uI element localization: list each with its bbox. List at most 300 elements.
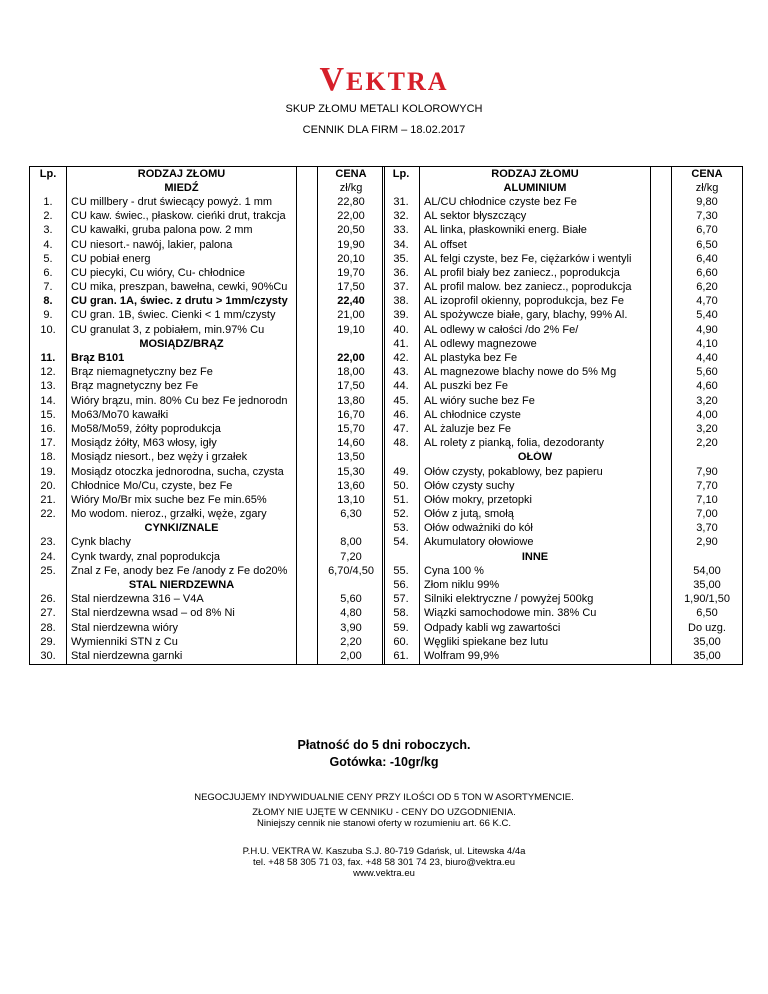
row-name: Mosiądz żółty, M63 włosy, igły — [67, 437, 297, 451]
row-name: AL sektor błyszczący — [420, 210, 651, 224]
row-lp: 1. — [30, 195, 67, 209]
row-lp: 46. — [383, 408, 420, 422]
table-row — [383, 635, 743, 649]
table-row — [30, 508, 385, 522]
row-name: Mosiądz otoczka jednorodna, sucha, czysta — [67, 465, 297, 479]
row-lp: 60. — [383, 635, 420, 649]
column-gap — [651, 224, 672, 238]
row-price: 6,50 — [672, 238, 743, 252]
row-lp: 2. — [30, 210, 67, 224]
table-row — [30, 479, 385, 493]
column-gap — [297, 437, 318, 451]
row-lp: 10. — [30, 323, 67, 337]
row-name: Ołów czysty suchy — [420, 479, 651, 493]
column-gap — [651, 465, 672, 479]
column-gap — [297, 408, 318, 422]
row-price: 13,50 — [318, 451, 385, 465]
row-name: Odpady kabli wg zawartości — [420, 621, 651, 635]
row-price: 19,70 — [318, 266, 385, 280]
column-gap — [297, 465, 318, 479]
row-price: 7,00 — [672, 508, 743, 522]
table-row — [30, 550, 385, 564]
row-lp: 36. — [383, 266, 420, 280]
table-row — [383, 593, 743, 607]
column-gap — [651, 238, 672, 252]
table-row — [383, 210, 743, 224]
table-header-row — [383, 167, 743, 182]
row-lp: 18. — [30, 451, 67, 465]
footer-contact: tel. +48 58 305 71 03, fax. +48 58 301 74 23, biuro@vektra.eu — [252, 857, 516, 868]
table-row — [383, 508, 743, 522]
row-price: 19,10 — [318, 323, 385, 337]
row-name: Brąz niemagnetyczny bez Fe — [67, 366, 297, 380]
table-row — [383, 394, 743, 408]
row-price: 7,20 — [318, 550, 385, 564]
table-row — [30, 224, 385, 238]
column-gap — [297, 451, 318, 465]
row-lp: 23. — [30, 536, 67, 550]
section-row — [30, 522, 385, 536]
logo-rest: EKTRA — [346, 67, 449, 96]
column-gap — [651, 621, 672, 635]
row-price: 4,60 — [672, 380, 743, 394]
logo-initial: V — [319, 61, 347, 98]
table-row — [383, 564, 743, 578]
table-row — [383, 536, 743, 550]
row-price: 6,20 — [672, 281, 743, 295]
column-gap — [297, 309, 318, 323]
column-gap — [297, 195, 318, 209]
row-price: 4,90 — [672, 323, 743, 337]
column-gap — [651, 252, 672, 266]
row-lp: 37. — [383, 281, 420, 295]
column-gap — [297, 479, 318, 493]
section-label: MIEDŹ — [67, 181, 297, 195]
column-gap — [651, 408, 672, 422]
table-row — [383, 479, 743, 493]
row-name: AL izoprofil okienny, poprodukcja, bez Fe — [420, 295, 651, 309]
row-name: AL profil biały bez zaniecz., poprodukcja — [420, 266, 651, 280]
row-lp: 13. — [30, 380, 67, 394]
payment-terms: Płatność do 5 dni roboczych. — [297, 738, 471, 752]
column-gap — [297, 181, 318, 195]
row-lp — [30, 337, 67, 351]
row-name: Ołów odważniki do kół — [420, 522, 651, 536]
section-row — [383, 550, 743, 564]
row-name: Wióry brązu, min. 80% Cu bez Fe jednorodn — [67, 394, 297, 408]
row-name: CU millbery - drut świecący powyż. 1 mm — [67, 195, 297, 209]
row-name: Stal nierdzewna wsad – od 8% Ni — [67, 607, 297, 621]
column-gap — [651, 578, 672, 592]
row-price: 17,50 — [318, 281, 385, 295]
footer-negotiation: NEGOCJUJEMY INDYWIDUALNIE CENY PRZY ILOŚCI OD 5 TON W ASORTYMENCIE. — [194, 792, 574, 803]
column-gap — [651, 437, 672, 451]
column-gap — [651, 649, 672, 664]
row-price: 17,50 — [318, 380, 385, 394]
row-name: CU pobiał energ — [67, 252, 297, 266]
table-row — [383, 366, 743, 380]
row-lp: 20. — [30, 479, 67, 493]
table-row — [383, 195, 743, 209]
vektra-logo — [0, 60, 768, 102]
row-price: 4,10 — [672, 337, 743, 351]
row-lp: 55. — [383, 564, 420, 578]
row-name: Stal nierdzewna wióry — [67, 621, 297, 635]
column-gap — [651, 394, 672, 408]
table-row — [383, 493, 743, 507]
table-row — [30, 621, 385, 635]
row-lp: 9. — [30, 309, 67, 323]
column-gap — [297, 621, 318, 635]
section-unit — [672, 451, 743, 465]
row-price: 4,00 — [672, 408, 743, 422]
row-name: AL spożywcze białe, gary, blachy, 99% Al. — [420, 309, 651, 323]
row-name: Wióry Mo/Br mix suche bez Fe min.65% — [67, 493, 297, 507]
table-row — [30, 323, 385, 337]
row-lp: 58. — [383, 607, 420, 621]
table-row — [30, 266, 385, 280]
column-gap — [651, 564, 672, 578]
table-row — [30, 493, 385, 507]
table-row — [30, 437, 385, 451]
row-lp: 40. — [383, 323, 420, 337]
table-row — [383, 224, 743, 238]
row-price: 6,40 — [672, 252, 743, 266]
column-gap — [297, 266, 318, 280]
table-row — [383, 465, 743, 479]
row-lp: 16. — [30, 422, 67, 436]
row-lp: 43. — [383, 366, 420, 380]
row-name: Stal nierdzewna garnki — [67, 649, 297, 664]
row-name: Mo63/Mo70 kawałki — [67, 408, 297, 422]
column-gap — [651, 309, 672, 323]
row-price: 2,00 — [318, 649, 385, 664]
table-row — [30, 252, 385, 266]
row-price: 15,70 — [318, 422, 385, 436]
row-price: 13,10 — [318, 493, 385, 507]
column-header-price: CENA — [318, 167, 385, 182]
column-gap — [651, 479, 672, 493]
row-lp: 5. — [30, 252, 67, 266]
footer-disclaimer: Niniejszy cennik nie stanowi oferty w rozumieniu art. 66 K.C. — [257, 818, 511, 829]
table-row — [30, 195, 385, 209]
row-lp: 26. — [30, 593, 67, 607]
row-price: 7,90 — [672, 465, 743, 479]
section-label: ALUMINIUM — [420, 181, 651, 195]
row-lp: 54. — [383, 536, 420, 550]
column-gap — [297, 238, 318, 252]
row-lp: 7. — [30, 281, 67, 295]
row-lp: 11. — [30, 351, 67, 365]
row-lp — [30, 522, 67, 536]
column-gap — [651, 607, 672, 621]
row-lp: 48. — [383, 437, 420, 451]
row-name: Ołów czysty, pokablowy, bez papieru — [420, 465, 651, 479]
table-row — [30, 366, 385, 380]
row-name: AL/CU chłodnice czyste bez Fe — [420, 195, 651, 209]
column-gap — [651, 522, 672, 536]
column-gap — [297, 536, 318, 550]
table-row — [30, 408, 385, 422]
row-name: Ołów mokry, przetopki — [420, 493, 651, 507]
section-row — [30, 578, 385, 592]
row-name: AL felgi czyste, bez Fe, ciężarków i wentyli — [420, 252, 651, 266]
table-row — [383, 621, 743, 635]
section-unit: zł/kg — [672, 181, 743, 195]
row-name: Wiązki samochodowe min. 38% Cu — [420, 607, 651, 621]
cash-discount: Gotówka: -10gr/kg — [329, 755, 439, 769]
table-row — [383, 281, 743, 295]
header-title: SKUP ZŁOMU METALI KOLOROWYCH — [285, 103, 483, 115]
row-lp: 28. — [30, 621, 67, 635]
column-gap — [297, 550, 318, 564]
column-gap — [297, 578, 318, 592]
column-gap — [651, 351, 672, 365]
row-price: 7,70 — [672, 479, 743, 493]
table-row — [383, 337, 743, 351]
column-gap — [297, 593, 318, 607]
column-gap — [297, 351, 318, 365]
table-row — [30, 607, 385, 621]
table-row — [30, 351, 385, 365]
row-price: 13,80 — [318, 394, 385, 408]
table-row — [30, 309, 385, 323]
row-lp: 59. — [383, 621, 420, 635]
header-subtitle: CENNIK DLA FIRM – 18.02.2017 — [302, 124, 466, 136]
table-row — [383, 380, 743, 394]
row-name: Chłodnice Mo/Cu, czyste, bez Fe — [67, 479, 297, 493]
row-name: AL magnezowe blachy nowe do 5% Mg — [420, 366, 651, 380]
row-name: AL wióry suche bez Fe — [420, 394, 651, 408]
row-price: Do uzg. — [672, 621, 743, 635]
column-gap — [297, 380, 318, 394]
row-name: CU kaw. świec., płaskow. cieńki drut, trakcja — [67, 210, 297, 224]
row-lp: 31. — [383, 195, 420, 209]
column-gap — [297, 564, 318, 578]
row-name: Cynk blachy — [67, 536, 297, 550]
row-price: 6,50 — [672, 607, 743, 621]
price-table-right — [382, 166, 743, 665]
row-lp: 32. — [383, 210, 420, 224]
section-row — [383, 181, 743, 195]
column-gap — [651, 493, 672, 507]
table-row — [30, 536, 385, 550]
row-price: 5,60 — [318, 593, 385, 607]
row-lp: 25. — [30, 564, 67, 578]
table-row — [383, 238, 743, 252]
section-unit: zł/kg — [318, 181, 385, 195]
table-row — [383, 649, 743, 664]
table-row — [383, 437, 743, 451]
row-lp: 8. — [30, 295, 67, 309]
row-name: Brąz magnetyczny bez Fe — [67, 380, 297, 394]
row-price: 6,60 — [672, 266, 743, 280]
row-lp: 21. — [30, 493, 67, 507]
row-name: AL puszki bez Fe — [420, 380, 651, 394]
row-lp: 3. — [30, 224, 67, 238]
row-name: CU gran. 1B, świec. Cienki < 1 mm/czysty — [67, 309, 297, 323]
column-header-lp: Lp. — [30, 167, 67, 182]
row-price: 19,90 — [318, 238, 385, 252]
row-lp: 4. — [30, 238, 67, 252]
row-lp: 29. — [30, 635, 67, 649]
table-row — [30, 635, 385, 649]
column-gap — [297, 224, 318, 238]
row-price: 2,90 — [672, 536, 743, 550]
row-price: 14,60 — [318, 437, 385, 451]
column-gap — [297, 295, 318, 309]
row-price: 4,80 — [318, 607, 385, 621]
row-price: 35,00 — [672, 578, 743, 592]
row-price: 2,20 — [318, 635, 385, 649]
row-price: 7,10 — [672, 493, 743, 507]
row-name: AL chłodnice czyste — [420, 408, 651, 422]
table-row — [383, 408, 743, 422]
table-row — [30, 380, 385, 394]
table-row — [30, 281, 385, 295]
row-lp — [383, 550, 420, 564]
column-gap — [651, 295, 672, 309]
column-gap — [297, 366, 318, 380]
column-gap — [651, 380, 672, 394]
section-unit — [318, 522, 385, 536]
column-gap — [297, 649, 318, 664]
row-price: 2,20 — [672, 437, 743, 451]
column-gap — [651, 210, 672, 224]
row-price: 21,00 — [318, 309, 385, 323]
section-row — [30, 337, 385, 351]
row-price: 20,10 — [318, 252, 385, 266]
row-name: Akumulatory ołowiowe — [420, 536, 651, 550]
column-header-price: CENA — [672, 167, 743, 182]
column-gap — [651, 266, 672, 280]
section-row — [30, 181, 385, 195]
row-name: Ołów z jutą, smołą — [420, 508, 651, 522]
column-gap — [651, 593, 672, 607]
row-name: AL odlewy magnezowe — [420, 337, 651, 351]
table-row — [383, 422, 743, 436]
row-name: Cyna 100 % — [420, 564, 651, 578]
row-name: CU kawałki, gruba palona pow. 2 mm — [67, 224, 297, 238]
row-lp: 50. — [383, 479, 420, 493]
row-lp: 27. — [30, 607, 67, 621]
section-unit — [318, 578, 385, 592]
row-lp — [383, 181, 420, 195]
row-price: 18,00 — [318, 366, 385, 380]
table-header-row — [30, 167, 385, 182]
column-gap — [297, 210, 318, 224]
section-label: INNE — [420, 550, 651, 564]
section-unit — [318, 337, 385, 351]
footer-company: P.H.U. VEKTRA W. Kaszuba S.J. 80-719 Gdańsk, ul. Litewska 4/4a — [242, 846, 526, 857]
row-name: Mo58/Mo59, żółty poprodukcja — [67, 422, 297, 436]
row-price: 35,00 — [672, 635, 743, 649]
row-name: CU granulat 3, z pobiałem, min.97% Cu — [67, 323, 297, 337]
row-lp: 44. — [383, 380, 420, 394]
column-gap — [297, 323, 318, 337]
row-lp: 34. — [383, 238, 420, 252]
row-price: 3,20 — [672, 422, 743, 436]
row-price: 5,40 — [672, 309, 743, 323]
row-price: 9,80 — [672, 195, 743, 209]
column-gap — [651, 337, 672, 351]
table-row — [30, 451, 385, 465]
column-gap — [297, 422, 318, 436]
row-price: 3,70 — [672, 522, 743, 536]
column-gap — [651, 508, 672, 522]
column-gap — [297, 635, 318, 649]
row-lp: 42. — [383, 351, 420, 365]
column-gap — [651, 536, 672, 550]
column-gap — [297, 337, 318, 351]
section-label: MOSIĄDZ/BRĄZ — [67, 337, 297, 351]
table-row — [383, 607, 743, 621]
section-label: STAL NIERDZEWNA — [67, 578, 297, 592]
table-row — [383, 295, 743, 309]
row-name: Cynk twardy, znal poprodukcja — [67, 550, 297, 564]
table-row — [383, 266, 743, 280]
row-lp: 22. — [30, 508, 67, 522]
row-name: AL żaluzje bez Fe — [420, 422, 651, 436]
table-row — [383, 351, 743, 365]
row-name: CU niesort.- nawój, lakier, palona — [67, 238, 297, 252]
row-lp — [383, 451, 420, 465]
table-row — [30, 210, 385, 224]
table-row — [30, 465, 385, 479]
row-lp: 49. — [383, 465, 420, 479]
column-gap — [651, 422, 672, 436]
row-lp: 15. — [30, 408, 67, 422]
row-price: 35,00 — [672, 649, 743, 664]
row-price: 15,30 — [318, 465, 385, 479]
row-price: 3,20 — [672, 394, 743, 408]
row-lp: 33. — [383, 224, 420, 238]
row-lp — [30, 578, 67, 592]
row-lp: 24. — [30, 550, 67, 564]
row-price: 5,60 — [672, 366, 743, 380]
row-lp: 47. — [383, 422, 420, 436]
row-name: Znal z Fe, anody bez Fe /anody z Fe do20% — [67, 564, 297, 578]
row-name: Silniki elektryczne / powyżej 500kg — [420, 593, 651, 607]
row-lp: 19. — [30, 465, 67, 479]
table-row — [30, 593, 385, 607]
column-gap — [651, 635, 672, 649]
row-lp: 52. — [383, 508, 420, 522]
row-price: 22,00 — [318, 351, 385, 365]
row-name: Mo wodom. nieroz., grzałki, węże, zgary — [67, 508, 297, 522]
table-row — [30, 394, 385, 408]
row-price: 4,70 — [672, 295, 743, 309]
table-row — [30, 564, 385, 578]
column-gap — [297, 607, 318, 621]
section-row — [383, 451, 743, 465]
row-price: 16,70 — [318, 408, 385, 422]
column-gap — [297, 281, 318, 295]
row-lp: 14. — [30, 394, 67, 408]
column-gap — [297, 167, 318, 182]
row-lp: 6. — [30, 266, 67, 280]
row-price: 22,80 — [318, 195, 385, 209]
row-lp: 30. — [30, 649, 67, 664]
table-row — [383, 252, 743, 266]
price-table-left — [29, 166, 385, 665]
row-price: 3,90 — [318, 621, 385, 635]
row-price: 4,40 — [672, 351, 743, 365]
row-lp: 39. — [383, 309, 420, 323]
row-price: 54,00 — [672, 564, 743, 578]
row-price: 6,30 — [318, 508, 385, 522]
column-gap — [651, 181, 672, 195]
